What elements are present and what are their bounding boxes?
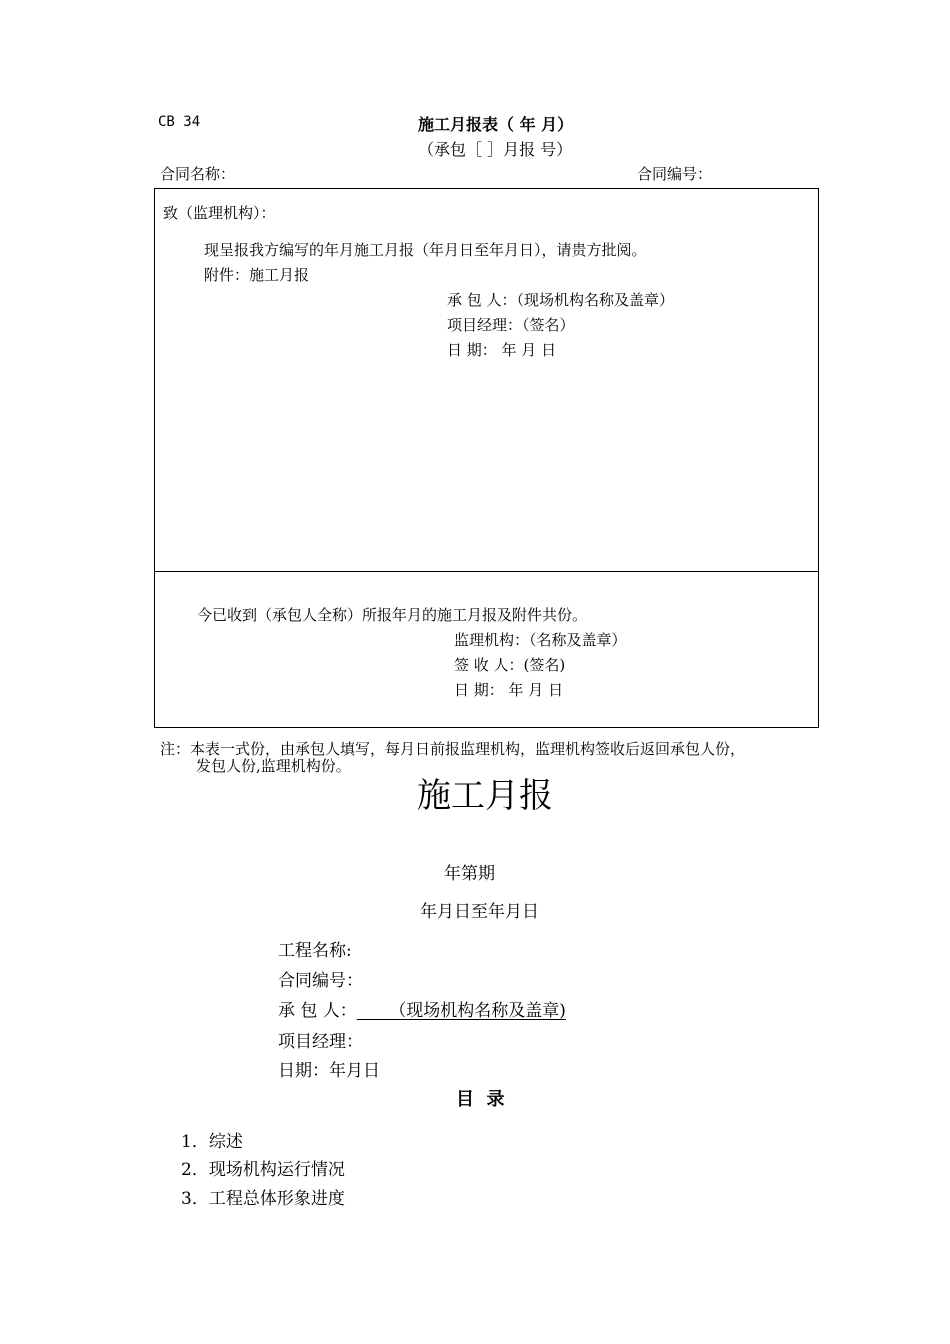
report-date-range: 年月日至年月日 xyxy=(420,902,539,922)
contract-name-label: 合同名称： xyxy=(160,165,236,183)
submission-text: 现呈报我方编写的年月施工月报（年月日至年月日），请贵方批阅。 xyxy=(204,241,647,259)
receipt-date-line: 日 期： 年 月 日 xyxy=(454,681,564,699)
date-line: 日 期： 年 月 日 xyxy=(447,341,557,359)
report-title: 施工月报 xyxy=(417,776,553,816)
contract-no-label: 合同编号： xyxy=(637,165,713,183)
report-date-label: 日期：年月日 xyxy=(278,1061,380,1081)
form-divider xyxy=(154,571,819,572)
form-code: CB 34 xyxy=(158,114,201,130)
note-line-2: 发包人份,监理机构份。 xyxy=(196,757,351,775)
report-contractor-label: 承 包 人： xyxy=(278,1001,357,1021)
receipt-text: 今已收到（承包人全称）所报年月的施工月报及附件共份。 xyxy=(197,606,588,624)
report-period: 年第期 xyxy=(444,864,495,884)
report-contractor-value: （现场机构名称及盖章) xyxy=(356,1001,566,1021)
form-title: 施工月报表（ 年 月） xyxy=(418,115,574,134)
manager-line: 项目经理：（签名） xyxy=(447,316,575,334)
agency-line: 监理机构：（名称及盖章） xyxy=(454,631,627,649)
contractor-line: 承 包 人：（现场机构名称及盖章） xyxy=(447,291,675,309)
toc-item-3: 3．工程总体形象进度 xyxy=(181,1189,345,1209)
toc-heading: 目 录 xyxy=(456,1089,505,1110)
report-contractor-line xyxy=(278,996,566,1021)
to-agency-label: 致（监理机构）： xyxy=(163,204,276,222)
toc-item-2: 2．现场机构运行情况 xyxy=(181,1160,345,1180)
note-line-1: 注：本表一式份，由承包人填写，每月日前报监理机构，监理机构签收后返回承包人份， xyxy=(160,740,746,758)
report-contract-no-label: 合同编号： xyxy=(278,971,363,991)
receiver-line: 签 收 人：(签名) xyxy=(454,656,566,674)
attachment-text: 附件：施工月报 xyxy=(204,266,310,284)
project-name-label: 工程名称: xyxy=(278,941,352,961)
form-subtitle: （承包［ ］月报 号） xyxy=(418,140,573,159)
toc-item-1: 1．综述 xyxy=(181,1132,243,1152)
report-manager-label: 项目经理： xyxy=(278,1032,363,1052)
